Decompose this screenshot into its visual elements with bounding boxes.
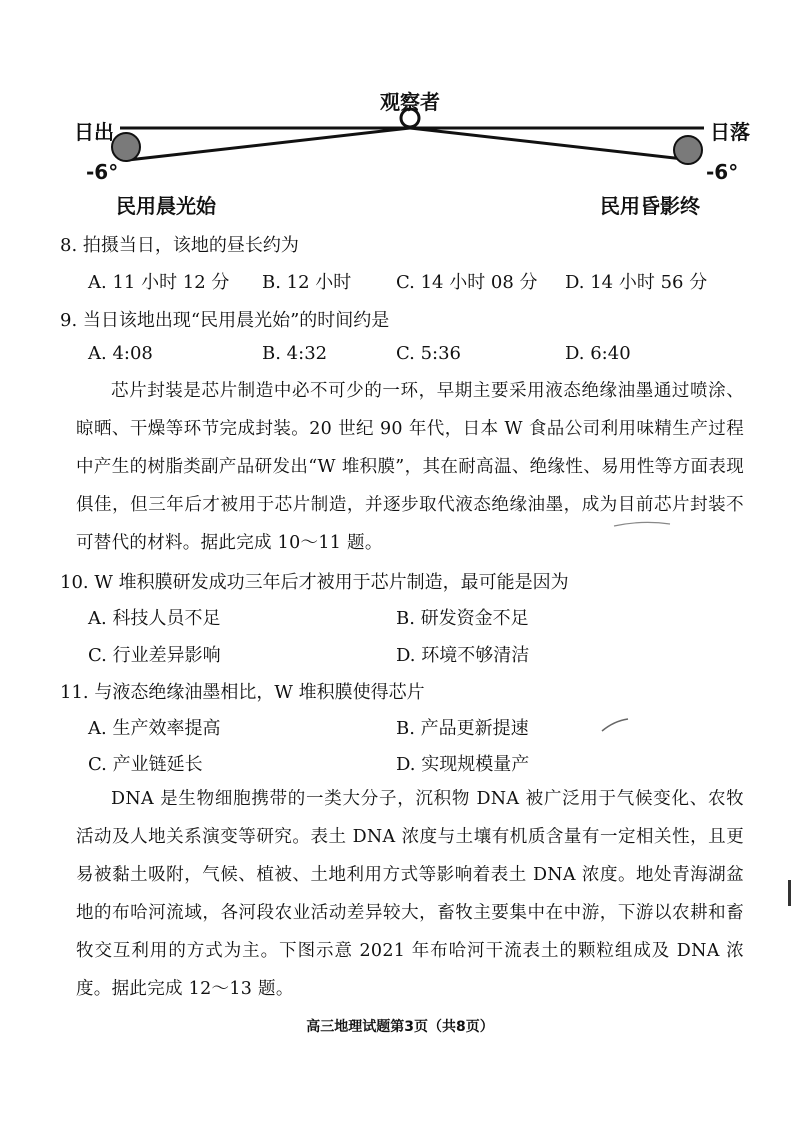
sun-right (674, 136, 702, 164)
pencil-mark (612, 518, 672, 530)
q8-option-a: A. 11 小时 12 分 (88, 272, 230, 293)
q9-option-a: A. 4:08 (88, 343, 153, 364)
question-9: 9. 当日该地出现“民用晨光始”的时间约是 (60, 310, 390, 331)
dusk-sightline (410, 128, 692, 160)
q8-option-b: B. 12 小时 (262, 272, 352, 293)
edge-mark (788, 880, 791, 906)
sunset-label: 日落 (710, 120, 750, 144)
dawn-label: 民用晨光始 (116, 194, 216, 218)
deg-left-label: -6° (86, 160, 119, 184)
passage-chip-packaging: 芯片封装是芯片制造中必不可少的一环，早期主要采用液态绝缘油墨通过喷涂、晾晒、干燥等环节完成封装。20 世纪 90 年代，日本 W 食品公司利用味精生产过程中产生的树脂类副产品研发出“W 堆积膜”，其在耐高温、绝缘性、易用性等方面表现俱佳，但三年后才被用于芯片制造，并逐步取代液态绝缘油墨，成为目前芯片封装不可替代的材料。据此完成 10～11 题。 (76, 381, 744, 553)
dawn-sightline (128, 128, 410, 160)
sun-left (112, 133, 140, 161)
q10-option-b: B. 研发资金不足 (396, 608, 529, 629)
q9-option-b: B. 4:32 (262, 343, 328, 364)
page-footer: 高三地理试题第3页（共8页） (306, 1019, 494, 1035)
q10-option-a: A. 科技人员不足 (88, 608, 221, 629)
dusk-label: 民用昏影终 (600, 194, 700, 218)
question-10: 10. W 堆积膜研发成功三年后才被用于芯片制造，最可能是因为 (60, 572, 569, 593)
q10-option-c: C. 行业差异影响 (88, 645, 221, 666)
q8-option-d: D. 14 小时 56 分 (565, 272, 708, 293)
q10-option-d: D. 环境不够清洁 (396, 645, 530, 666)
passage-dna: DNA 是生物细胞携带的一类大分子，沉积物 DNA 被广泛用于气候变化、农牧活动及人地关系演变等研究。表土 DNA 浓度与土壤有机质含量有一定相关性，且更易被黏土吸附，气候、植被、土地利用方式等影响着表土 DNA 浓度。地处青海湖盆地的布哈河流域，各河段农业活动差异较大，畜牧主要集中在中游，下游以农耕和畜牧交互利用的方式为主。下图示意 2021 年布哈河干流表土的颗粒组成及 DNA 浓度。据此完成 12～13 题。 (76, 789, 744, 999)
question-8: 8. 拍摄当日，该地的昼长约为 (60, 235, 299, 256)
q8-option-c: C. 14 小时 08 分 (396, 272, 538, 293)
q9-option-d: D. 6:40 (565, 343, 631, 364)
q9-option-c: C. 5:36 (396, 343, 461, 364)
question-11: 11. 与液态绝缘油墨相比，W 堆积膜使得芯片 (60, 682, 425, 703)
q11-option-b: B. 产品更新提速 (396, 718, 529, 739)
q11-option-a: A. 生产效率提高 (88, 718, 221, 739)
q11-option-d: D. 实现规模量产 (396, 754, 530, 775)
pencil-mark (600, 715, 630, 735)
deg-right-label: -6° (706, 160, 739, 184)
observer-label: 观察者 (380, 90, 440, 114)
q11-option-c: C. 产业链延长 (88, 754, 203, 775)
sunrise-label: 日出 (74, 120, 114, 144)
